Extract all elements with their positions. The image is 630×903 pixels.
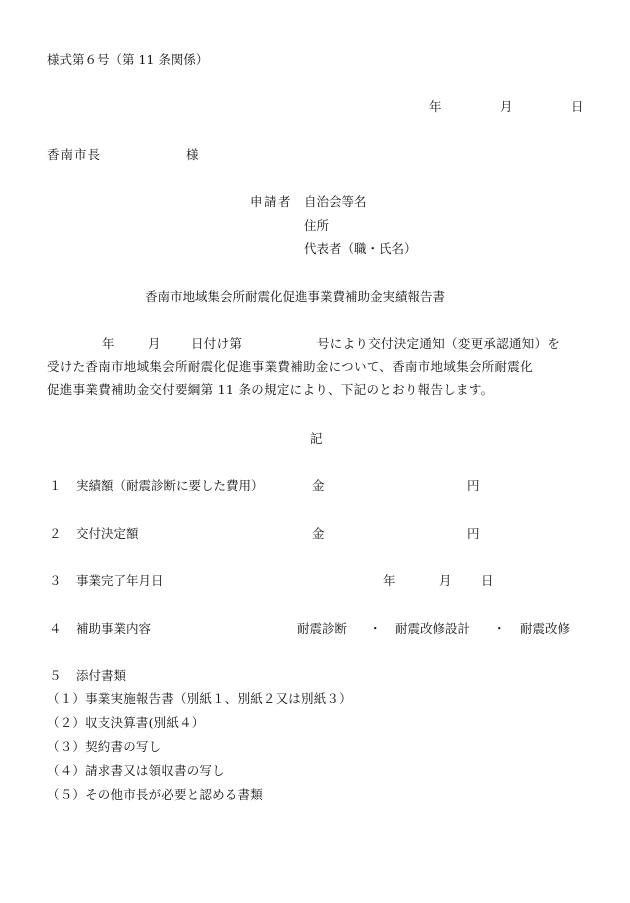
item2-number: ２ bbox=[49, 526, 62, 541]
item1-number: １ bbox=[49, 478, 62, 493]
attachment-item-2: （２）収支決算書(別紙４） bbox=[47, 715, 205, 730]
recipient-honorific: 様 bbox=[186, 147, 199, 162]
date-month-label: 月 bbox=[500, 99, 513, 114]
date-day-label: 日 bbox=[571, 99, 584, 114]
item2-kin: 金 bbox=[312, 526, 325, 541]
date-year-label: 年 bbox=[429, 99, 442, 114]
applicant-label: 申請者 bbox=[250, 194, 293, 209]
ki-heading: 記 bbox=[310, 431, 323, 446]
applicant-org-label: 自治会等名 bbox=[304, 194, 367, 209]
body-year: 年 bbox=[102, 336, 115, 351]
item4-option-retrofit-design: 耐震改修設計 bbox=[395, 621, 471, 636]
body-month: 月 bbox=[148, 336, 161, 351]
item4-option-retrofit: 耐震改修 bbox=[520, 621, 571, 636]
attachment-item-5: （５）その他市長が必要と認める書類 bbox=[47, 787, 263, 802]
item2-yen: 円 bbox=[467, 526, 480, 541]
item4-separator-2: ・ bbox=[493, 621, 506, 636]
attachment-item-1: （１）事業実施報告書（別紙１、別紙２又は別紙３） bbox=[47, 691, 352, 706]
document-title: 香南市地域集会所耐震化促進事業費補助金実績報告書 bbox=[145, 289, 446, 304]
item3-label: 事業完了年月日 bbox=[76, 573, 164, 588]
form-number: 様式第６号（第 11 条関係） bbox=[47, 52, 209, 67]
item1-label: 実績額（耐震診断に要した費用） bbox=[76, 478, 264, 493]
item1-yen: 円 bbox=[467, 478, 480, 493]
item5-label: 添付書類 bbox=[76, 668, 127, 683]
applicant-address-label: 住所 bbox=[304, 218, 330, 233]
attachment-item-4: （４）請求書又は領収書の写し bbox=[47, 763, 225, 778]
item4-option-seismic-diagnosis: 耐震診断 bbox=[297, 621, 348, 636]
item4-number: ４ bbox=[49, 621, 62, 636]
item4-separator-1: ・ bbox=[369, 621, 382, 636]
item3-day: 日 bbox=[481, 573, 494, 588]
body-paragraph bbox=[47, 338, 582, 407]
body-day-ref: 日付け第 bbox=[191, 336, 243, 351]
recipient-name: 香南市長 bbox=[47, 147, 102, 162]
item3-month: 月 bbox=[439, 573, 452, 588]
body-line-1 bbox=[47, 338, 582, 361]
body-line1-rest: 号により交付決定通知（変更承認通知）を bbox=[317, 336, 561, 351]
item4-label: 補助事業内容 bbox=[76, 621, 152, 636]
attachment-item-3: （３）契約書の写し bbox=[47, 739, 162, 754]
body-line-2: 受けた香南市地域集会所耐震化促進事業費補助金について、香南市地域集会所耐震化 bbox=[47, 359, 533, 374]
item2-label: 交付決定額 bbox=[76, 526, 139, 541]
body-line-3: 促進事業費補助金交付要綱第 11 条の規定により、下記のとおり報告します。 bbox=[47, 382, 494, 397]
item5-number: ５ bbox=[49, 668, 62, 683]
item3-year: 年 bbox=[383, 573, 396, 588]
item3-number: ３ bbox=[49, 573, 62, 588]
applicant-rep-label: 代表者（職・氏名） bbox=[304, 241, 417, 256]
item1-kin: 金 bbox=[312, 478, 325, 493]
